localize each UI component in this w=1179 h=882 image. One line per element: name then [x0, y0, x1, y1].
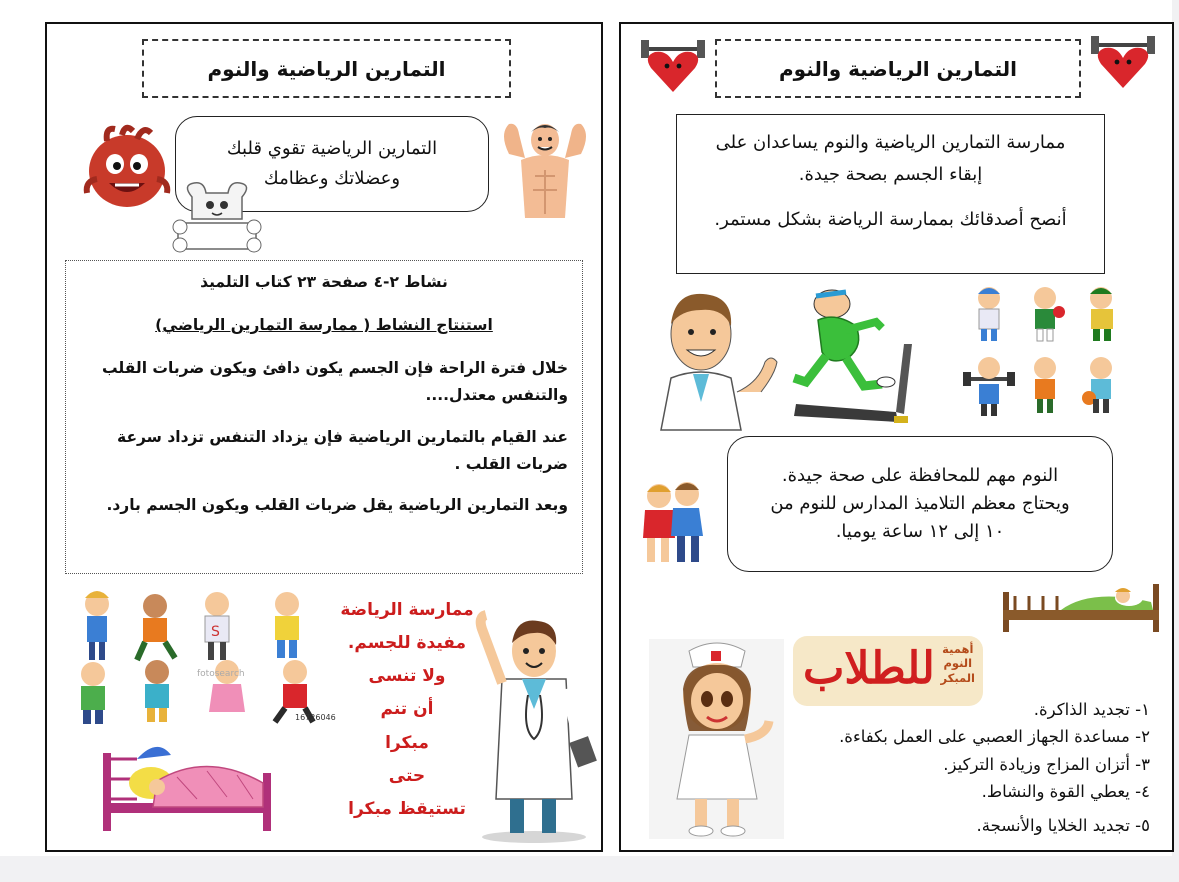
activity-box: [65, 260, 583, 574]
reminder-line-4: أن تنم: [380, 699, 434, 720]
reminder-line-3: ولا تنسى: [368, 666, 446, 687]
benefit-num: ٣-: [1135, 755, 1150, 774]
reminder-line-7: تستيقظ مبكرا: [348, 798, 466, 819]
benefit-num: ٢-: [1135, 727, 1150, 746]
intro-line-2: إبقاء الجسم بصحة جيدة.: [798, 164, 983, 186]
benefit-text: تجديد الخلايا والأنسجة.: [976, 816, 1130, 835]
reminder-line-2: مفيدة للجسم.: [347, 633, 467, 654]
banner-small-line-1: أهمية: [942, 642, 974, 656]
muscle-man-icon: [495, 114, 595, 224]
left-page-title: التمارين الرياضية والنوم: [142, 39, 511, 98]
banner-small-line-2: النوم: [943, 656, 973, 671]
benefit-item-3: [943, 755, 1150, 774]
sleep-bubble: [727, 436, 1113, 572]
banner-big-word: للطلاب: [803, 643, 935, 694]
benefit-num: ٥-: [1135, 816, 1150, 835]
activity-subheading: استنتاج النشاط ( ممارسة التمارين الرياضي): [155, 316, 493, 335]
benefit-text: يعطي القوة والنشاط.: [981, 782, 1130, 801]
sport-kids-icon: [67, 584, 336, 724]
reminder-line-5: مبكرا: [385, 732, 429, 753]
sleep-bubble-line-2: ويحتاج معظم التلاميذ المدارس للنوم من: [770, 493, 1070, 515]
benefit-item-2: [839, 727, 1150, 746]
reminder-line-1: ممارسة الرياضة: [340, 600, 474, 620]
sleep-bubble-line-3: ١٠ إلى ١٢ ساعة يوميا.: [835, 520, 1005, 542]
doctor-icon: [641, 282, 781, 430]
activity-heading: نشاط ٢-٤ صفحة ٢٣ كتاب التلميذ: [200, 273, 448, 291]
left-page: [45, 22, 603, 852]
strength-bubble-line-1: التمارين الرياضية تقوي قلبك: [226, 138, 438, 160]
activity-paragraph-3: وبعد التمارين الرياضية يقل ضربات القلب ويكون الجسم بارد.: [106, 495, 568, 514]
benefit-item-4: [982, 782, 1150, 801]
heart-character-icon: [77, 119, 177, 219]
intro-line-1: ممارسة التمارين الرياضية والنوم يساعدان على: [715, 132, 1066, 153]
sleep-bubble-line-1: النوم مهم للمحافظة على صحة جيدة.: [781, 465, 1059, 487]
activity-paragraph-1: خلال فترة الراحة فإن الجسم يكون دافئ ويكون ضربات القلب والتنفس معتدل....: [102, 359, 568, 405]
nurse-icon: [649, 639, 784, 839]
reminder-line-6: حتى: [388, 765, 426, 786]
right-page-title: التمارين الرياضية والنوم: [715, 39, 1081, 98]
benefit-num: ٤-: [1135, 782, 1150, 801]
heart-dumbbell-icon: [1089, 30, 1157, 92]
benefit-text: تجديد الذاكرة.: [1033, 700, 1130, 719]
bone-character-icon: [172, 179, 262, 264]
svg-text:S: S: [211, 624, 220, 640]
sleep-reminder-text: [332, 594, 482, 826]
hugging-kids-icon: [633, 474, 711, 572]
bed-sleeping-icon: [1001, 574, 1161, 634]
stock-id: 16726046: [295, 713, 336, 722]
heart-dumbbell-icon: [639, 34, 707, 96]
right-page: [619, 22, 1174, 852]
benefit-num: ١-: [1135, 700, 1150, 719]
benefit-item-5: [977, 816, 1150, 835]
activity-paragraph-2: عند القيام بالتمارين الرياضية فإن يزداد التنفس تزداد سرعة ضربات القلب .: [117, 427, 568, 473]
banner-small-line-3: المبكر: [940, 670, 975, 685]
intro-line-3: أنصح أصدقائك بممارسة الرياضة بشكل مستمر.: [714, 208, 1067, 230]
early-sleep-banner: [793, 636, 983, 706]
watermark-text: fotosearch: [197, 669, 245, 679]
bed-sleeping-icon: [97, 729, 277, 844]
benefit-item-1: [1034, 700, 1150, 719]
strength-bubble-line-2: وعضلاتك وعظامك: [263, 168, 401, 189]
benefit-text: مساعدة الجهاز العصبي على العمل بكفاءة.: [839, 727, 1130, 746]
sport-kids-icon: [961, 282, 1131, 422]
treadmill-runner-icon: [786, 286, 921, 426]
benefit-text: أتزان المزاج وزيادة التركيز.: [943, 755, 1130, 774]
intro-box: [676, 114, 1105, 274]
doctor-icon: [472, 599, 597, 844]
